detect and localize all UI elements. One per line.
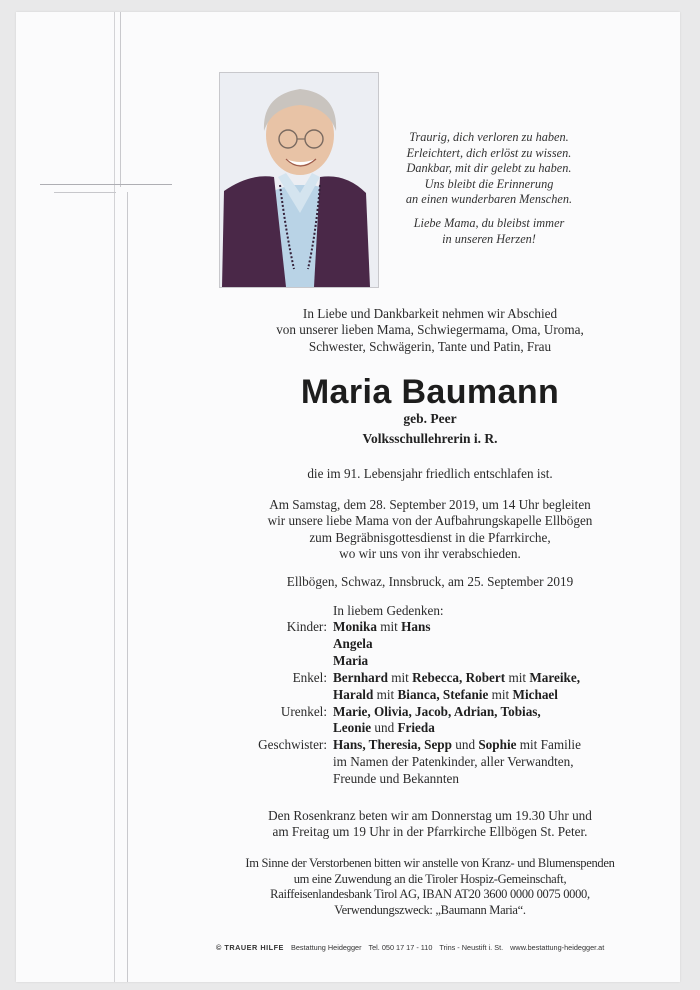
mourner-name: Bernhard <box>333 669 388 685</box>
mourner-name: Monika <box>333 619 377 634</box>
connector-text: mit <box>505 669 530 685</box>
mourner-name: Bianca, Stefanie <box>397 686 489 702</box>
poem-line: Erleichtert, dich erlöst zu wissen. <box>406 145 572 160</box>
cross-vertical-line-upper <box>120 12 121 187</box>
memory-heading: In liebem Gedenken: <box>333 603 444 618</box>
donation-line: um eine Zuwendung an die Tiroler Hospiz-Gemeinschaft, <box>293 871 567 886</box>
occupation: Volksschullehrerin i. R. <box>362 431 498 446</box>
list-item <box>226 636 623 653</box>
rosary-line: Den Rosenkranz beten wir am Donnerstag um 19.30 Uhr und <box>268 808 592 823</box>
deceased-name: Maria Baumann <box>300 373 560 411</box>
mourners-note: im Namen der Patenkinder, aller Verwandten, <box>333 754 574 770</box>
mourner-name: Mareike, <box>529 669 581 685</box>
donation-notice <box>215 856 645 918</box>
mourners-note: Freunde und Bekannten <box>333 771 459 787</box>
cross-horizontal-line-lower <box>54 192 116 193</box>
list-item <box>226 704 623 721</box>
relation-label: Kinder: <box>286 619 327 634</box>
poem-line: an einen wunderbaren Menschen. <box>405 192 573 207</box>
funeral-line: wo wir uns von ihr verabschieden. <box>339 546 521 562</box>
connector-text: mit <box>373 686 398 702</box>
funeral-home-footer <box>216 943 656 952</box>
donation-line: Verwendungszweck: „Baumann Maria“. <box>334 902 526 917</box>
cross-horizontal-line <box>40 184 172 185</box>
mourner-name: Hans <box>401 619 431 634</box>
poem-line: Traurig, dich verloren zu haben. <box>409 130 569 144</box>
funeral-line: wir unsere liebe Mama von der Aufbahrungskapelle Ellbögen <box>267 513 593 529</box>
cross-vertical-line-lower <box>127 192 128 982</box>
intro-line: Schwester, Schwägerin, Tante und Patin, Frau <box>308 338 552 354</box>
rosary-line: am Freitag um 19 Uhr in der Pfarrkirche Ellbögen St. Peter. <box>272 824 588 840</box>
poem <box>380 130 598 247</box>
list-item <box>226 670 623 687</box>
mourner-name: Michael <box>512 686 558 702</box>
mourner-name: Marie, Olivia, Jacob, Adrian, Tobias, <box>333 703 541 719</box>
funeral-line: Am Samstag, dem 28. September 2019, um 14 Uhr begleiten <box>269 497 591 512</box>
funeral-line: zum Begräbnisgottesdienst in die Pfarrkirche, <box>309 529 551 545</box>
farewell-intro <box>215 306 645 355</box>
mourner-name: Frieda <box>397 720 435 736</box>
list-item <box>226 737 623 754</box>
company-address: Trins - Neustift i. St. <box>439 943 504 952</box>
relation-label: Urenkel: <box>280 703 327 719</box>
phone-number: Tel. 050 17 17 - 110 <box>368 943 433 952</box>
death-statement: die im 91. Lebensjahr friedlich entschlafen ist. <box>307 466 553 481</box>
poem-line: in unseren Herzen! <box>442 231 536 246</box>
mourners-list <box>226 619 623 788</box>
poem-line: Uns bleibt die Erinnerung <box>424 176 554 191</box>
mourner-name: Leonie <box>333 720 372 736</box>
rosary-notice <box>215 808 645 841</box>
mourner-name: Sophie <box>478 737 517 753</box>
list-item <box>226 754 623 771</box>
list-item <box>226 771 623 788</box>
cross-vertical-line <box>114 12 115 982</box>
funeral-details <box>215 497 645 563</box>
place-date: Ellbögen, Schwaz, Innsbruck, am 25. September 2019 <box>286 574 574 589</box>
donation-line: Im Sinne der Verstorbenen bitten wir anstelle von Kranz- und Blumenspenden <box>245 856 615 870</box>
mourner-name: Angela <box>333 635 373 651</box>
mourner-name: Rebecca, Robert <box>412 669 506 685</box>
company-name: Bestattung Heidegger <box>290 943 362 952</box>
connector-text: mit Familie <box>516 737 581 753</box>
intro-line: In Liebe und Dankbarkeit nehmen wir Abschied <box>302 306 558 321</box>
mourner-name: Harald <box>333 686 374 702</box>
connector-text: mit <box>387 669 413 685</box>
relation-label: Geschwister: <box>258 737 327 753</box>
list-item <box>226 687 623 704</box>
connector-text: mit <box>488 686 513 702</box>
connector-text: und <box>451 737 479 753</box>
list-item <box>226 619 623 636</box>
connector-text: mit <box>376 619 402 634</box>
donation-line: Raiffeisenlandesbank Tirol AG, IBAN AT20 3600 0000 0075 0000, <box>270 887 590 902</box>
poem-line: Liebe Mama, du bleibst immer <box>413 215 565 230</box>
trauerhilfe-logo: © TRAUER HILFE <box>216 943 284 952</box>
birth-name: geb. Peer <box>403 411 457 426</box>
website-link[interactable]: www.bestattung-heidegger.at <box>510 943 605 952</box>
mourner-name: Maria <box>333 652 369 668</box>
portrait-photo <box>219 72 379 288</box>
intro-line: von unserer lieben Mama, Schwiegermama, Oma, Uroma, <box>276 322 584 338</box>
relation-label: Enkel: <box>292 669 327 685</box>
list-item <box>226 653 623 670</box>
connector-text: und <box>371 720 398 736</box>
mourner-name: Hans, Theresia, Sepp <box>333 737 452 753</box>
poem-line: Dankbar, mit dir gelebt zu haben. <box>406 161 572 176</box>
list-item <box>226 720 623 737</box>
